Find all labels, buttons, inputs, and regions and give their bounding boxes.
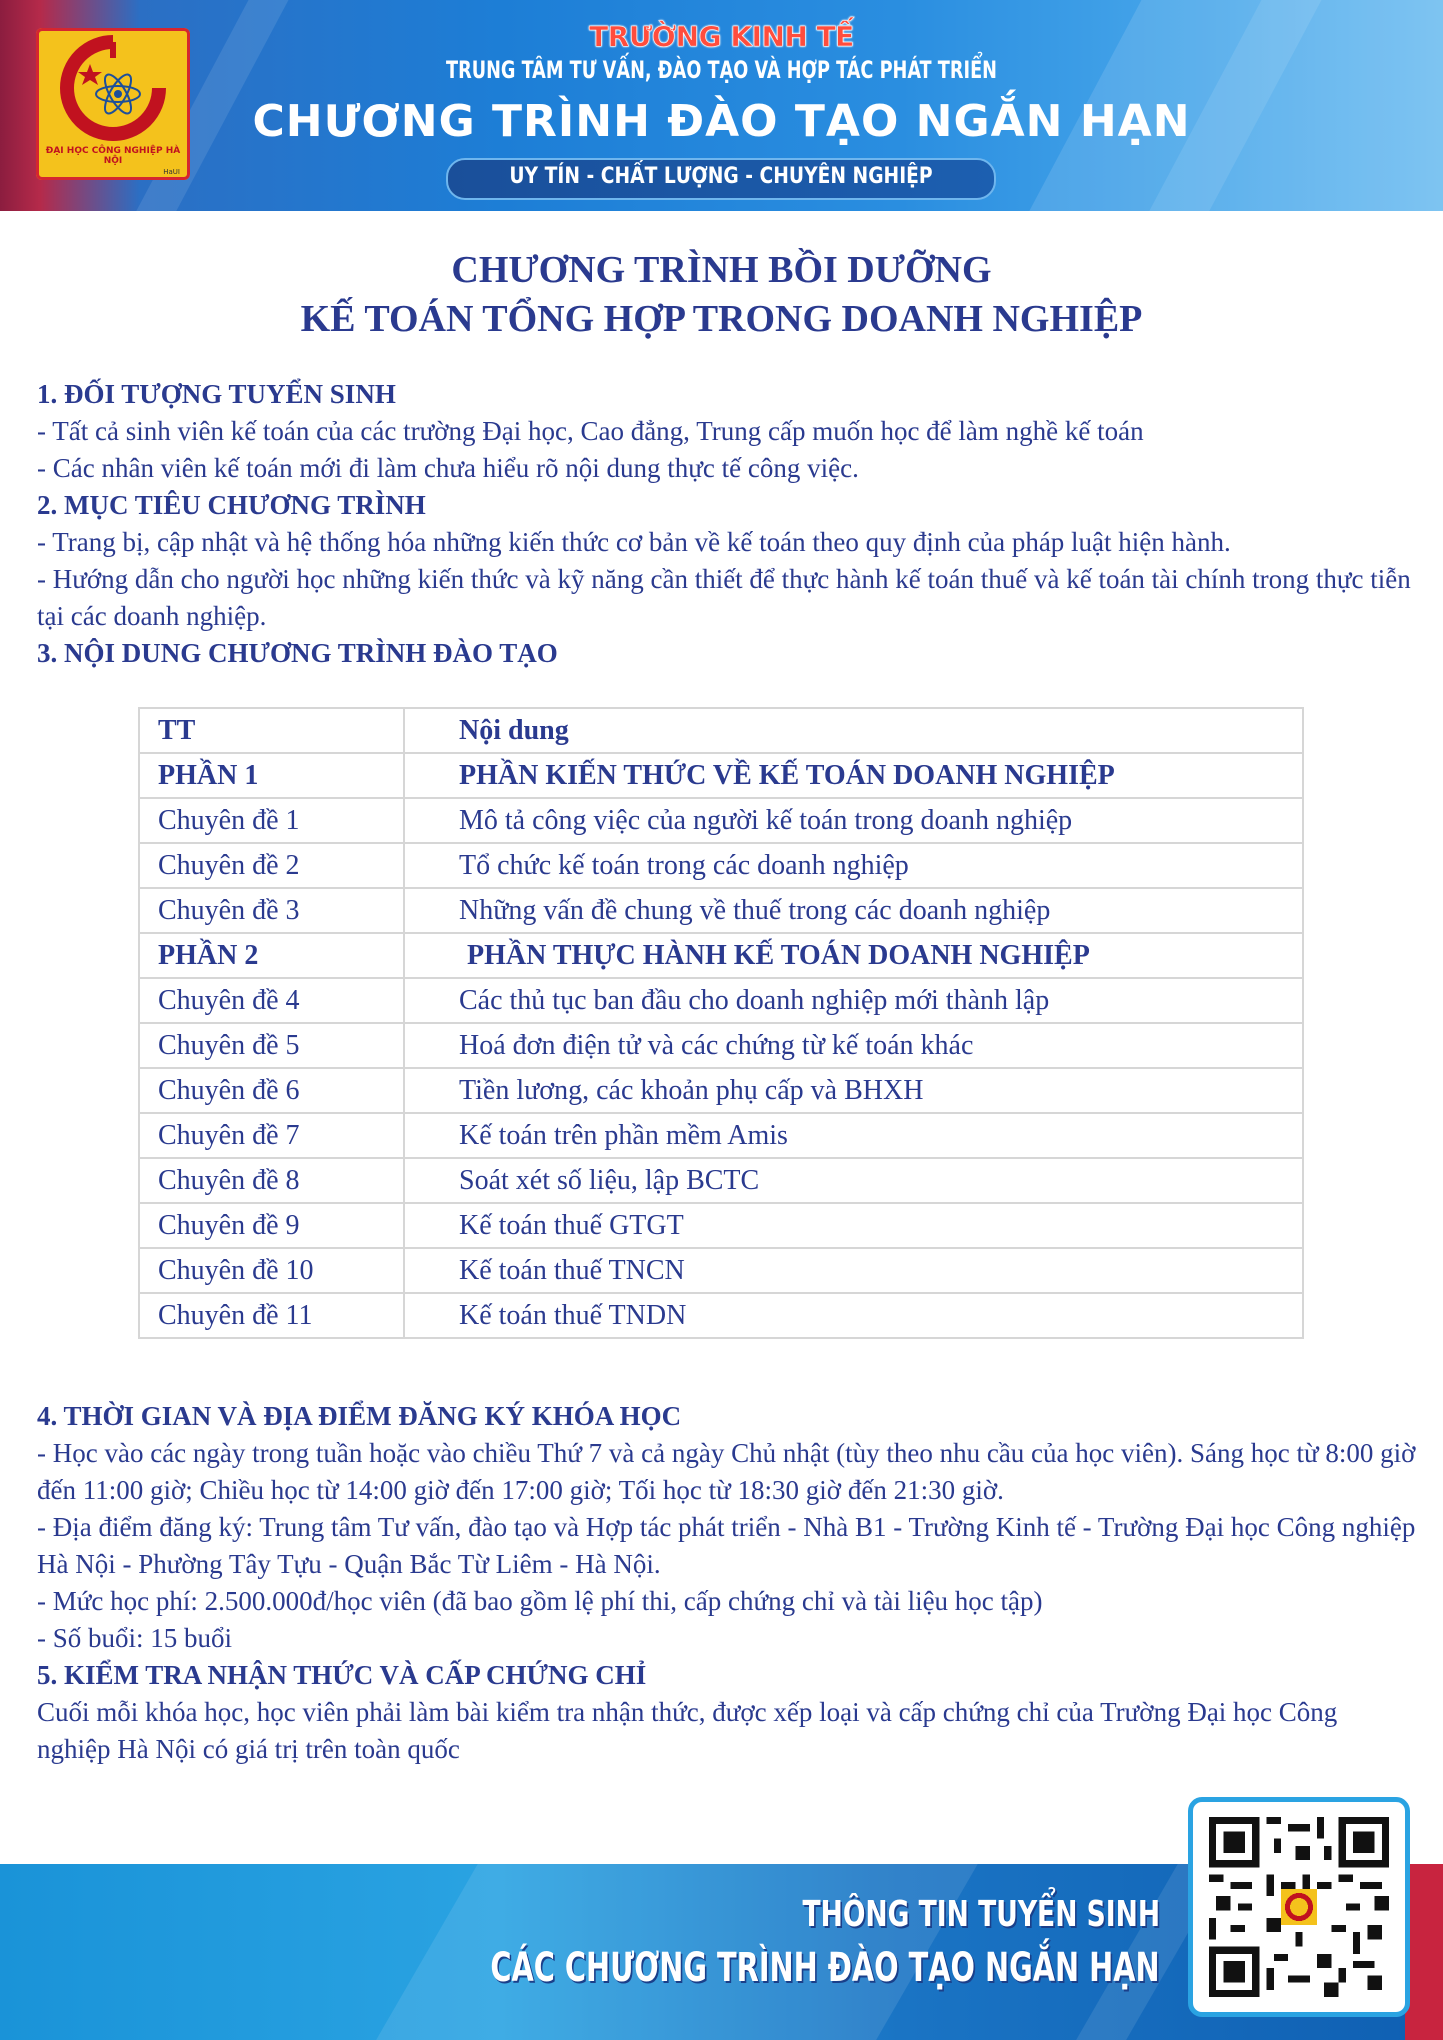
sections-bottom xyxy=(37,1398,1417,1768)
page-title-line1: CHƯƠNG TRÌNH BỒI DƯỠNG xyxy=(451,249,992,291)
table-cell: Chuyên đề 4 xyxy=(139,978,404,1023)
table-cell: Tiền lương, các khoản phụ cấp và BHXH xyxy=(404,1068,1303,1113)
section-heading: 2. MỤC TIÊU CHƯƠNG TRÌNH xyxy=(37,490,426,520)
section-line: - Tất cả sinh viên kế toán của các trường Đại học, Cao đẳng, Trung cấp muốn học để làm nghề kế toán xyxy=(37,416,1144,446)
section-line: - Các nhân viên kế toán mới đi làm chưa hiểu rõ nội dung thực tế công việc. xyxy=(37,453,859,483)
table-row xyxy=(139,933,1303,978)
table-cell: Kế toán trên phần mềm Amis xyxy=(404,1113,1303,1158)
table-row xyxy=(139,1068,1303,1113)
table-row xyxy=(139,1248,1303,1293)
table-cell: Chuyên đề 8 xyxy=(139,1158,404,1203)
table-cell: Kế toán thuế TNDN xyxy=(404,1293,1303,1338)
section-heading: 1. ĐỐI TƯỢNG TUYỂN SINH xyxy=(37,379,396,409)
table-cell: Soát xét số liệu, lập BCTC xyxy=(404,1158,1303,1203)
table-cell: Chuyên đề 3 xyxy=(139,888,404,933)
footer-line1: THÔNG TIN TUYỂN SINH xyxy=(802,1894,1160,1935)
motto-text: UY TÍN - CHẤT LƯỢNG - CHUYÊN NGHIỆP xyxy=(509,164,933,189)
section-heading: 5. KIỂM TRA NHẬN THỨC VÀ CẤP CHỨNG CHỈ xyxy=(37,1660,647,1690)
table-row xyxy=(139,843,1303,888)
logo-caption: ĐẠI HỌC CÔNG NGHIỆP HÀ NỘI xyxy=(45,146,181,166)
footer-accent xyxy=(1405,1864,1443,2040)
table-cell: PHẦN 1 xyxy=(139,753,404,798)
table-row xyxy=(139,798,1303,843)
section-line: Cuối mỗi khóa học, học viên phải làm bài kiểm tra nhận thức, được xếp loại và cấp chứng chỉ của Trường Đại học Công nghiệp Hà Nội có giá trị trên toàn quốc xyxy=(37,1697,1338,1764)
table-row xyxy=(139,753,1303,798)
table-cell: Hoá đơn điện tử và các chứng từ kế toán khác xyxy=(404,1023,1303,1068)
table-cell: Chuyên đề 5 xyxy=(139,1023,404,1068)
table-cell: Chuyên đề 10 xyxy=(139,1248,404,1293)
page-title-line2: KẾ TOÁN TỔNG HỢP TRONG DOANH NGHIỆP xyxy=(300,298,1143,340)
table-row xyxy=(139,888,1303,933)
section-heading: 4. THỜI GIAN VÀ ĐỊA ĐIỂM ĐĂNG KÝ KHÓA HỌC xyxy=(37,1401,682,1431)
center-name: TRUNG TÂM TƯ VẤN, ĐÀO TẠO VÀ HỢP TÁC PHÁT TRIỂN xyxy=(446,56,997,84)
table-cell: Mô tả công việc của người kế toán trong doanh nghiệp xyxy=(404,798,1303,843)
table-header-cell: TT xyxy=(139,708,404,753)
table-cell: Chuyên đề 9 xyxy=(139,1203,404,1248)
qr-code[interactable] xyxy=(1188,1797,1410,2017)
table-row xyxy=(139,1293,1303,1338)
section-line: - Hướng dẫn cho người học những kiến thức và kỹ năng cần thiết để thực hành kế toán thuế và kế toán tài chính trong thực tiễn tại các doanh nghiệp. xyxy=(37,564,1411,631)
curriculum-table xyxy=(138,707,1304,1339)
section-line: - Học vào các ngày trong tuần hoặc vào chiều Thứ 7 và cả ngày Chủ nhật (tùy theo nhu cầu của học viên). Sáng học từ 8:00 giờ đến 11:00 giờ; Chiều học từ 14:00 giờ đến 17:00 giờ; Tối học từ 18:30 giờ đến 21:30 giờ. xyxy=(37,1438,1416,1505)
footer-line2: CÁC CHƯƠNG TRÌNH ĐÀO TẠO NGẮN HẠN xyxy=(490,1945,1160,1991)
sections-top xyxy=(37,376,1417,672)
section-line: - Địa điểm đăng ký: Trung tâm Tư vấn, đào tạo và Hợp tác phát triển - Nhà B1 - Trường Kinh tế - Trường Đại học Công nghiệp Hà Nội - Phường Tây Tựu - Quận Bắc Từ Liêm - Hà Nội. xyxy=(37,1512,1416,1579)
qr-code-icon xyxy=(1209,1816,1389,1998)
section-line: - Trang bị, cập nhật và hệ thống hóa những kiến thức cơ bản về kế toán theo quy định của pháp luật hiện hành. xyxy=(37,527,1231,557)
table-cell: Chuyên đề 2 xyxy=(139,843,404,888)
table-row xyxy=(139,1113,1303,1158)
table-cell: PHẦN THỰC HÀNH KẾ TOÁN DOANH NGHIỆP xyxy=(404,933,1303,978)
table-row xyxy=(139,1023,1303,1068)
table-cell: Tổ chức kế toán trong các doanh nghiệp xyxy=(404,843,1303,888)
table-header-row xyxy=(139,708,1303,753)
school-name: TRƯỜNG KINH TẾ xyxy=(589,20,854,53)
table-cell: Chuyên đề 6 xyxy=(139,1068,404,1113)
table-cell: Kế toán thuế GTGT xyxy=(404,1203,1303,1248)
table-cell: Chuyên đề 7 xyxy=(139,1113,404,1158)
table-cell: Chuyên đề 1 xyxy=(139,798,404,843)
table-cell: Các thủ tục ban đầu cho doanh nghiệp mới thành lập xyxy=(404,978,1303,1023)
section-line: - Số buổi: 15 buổi xyxy=(37,1623,233,1653)
table-row xyxy=(139,1203,1303,1248)
program-title: CHƯƠNG TRÌNH ĐÀO TẠO NGẮN HẠN xyxy=(252,96,1191,147)
table-row xyxy=(139,978,1303,1023)
table-cell: PHẦN KIẾN THỨC VỀ KẾ TOÁN DOANH NGHIỆP xyxy=(404,753,1303,798)
table-cell: PHẦN 2 xyxy=(139,933,404,978)
table-cell: Những vấn đề chung về thuế trong các doanh nghiệp xyxy=(404,888,1303,933)
table-row xyxy=(139,1158,1303,1203)
table-header-cell: Nội dung xyxy=(404,708,1303,753)
logo-mark: HaUI xyxy=(163,168,180,176)
section-heading: 3. NỘI DUNG CHƯƠNG TRÌNH ĐÀO TẠO xyxy=(37,638,558,668)
section-line: - Mức học phí: 2.500.000đ/học viên (đã bao gồm lệ phí thi, cấp chứng chỉ và tài liệu học tập) xyxy=(37,1586,1043,1616)
table-cell: Chuyên đề 11 xyxy=(139,1293,404,1338)
table-cell: Kế toán thuế TNCN xyxy=(404,1248,1303,1293)
